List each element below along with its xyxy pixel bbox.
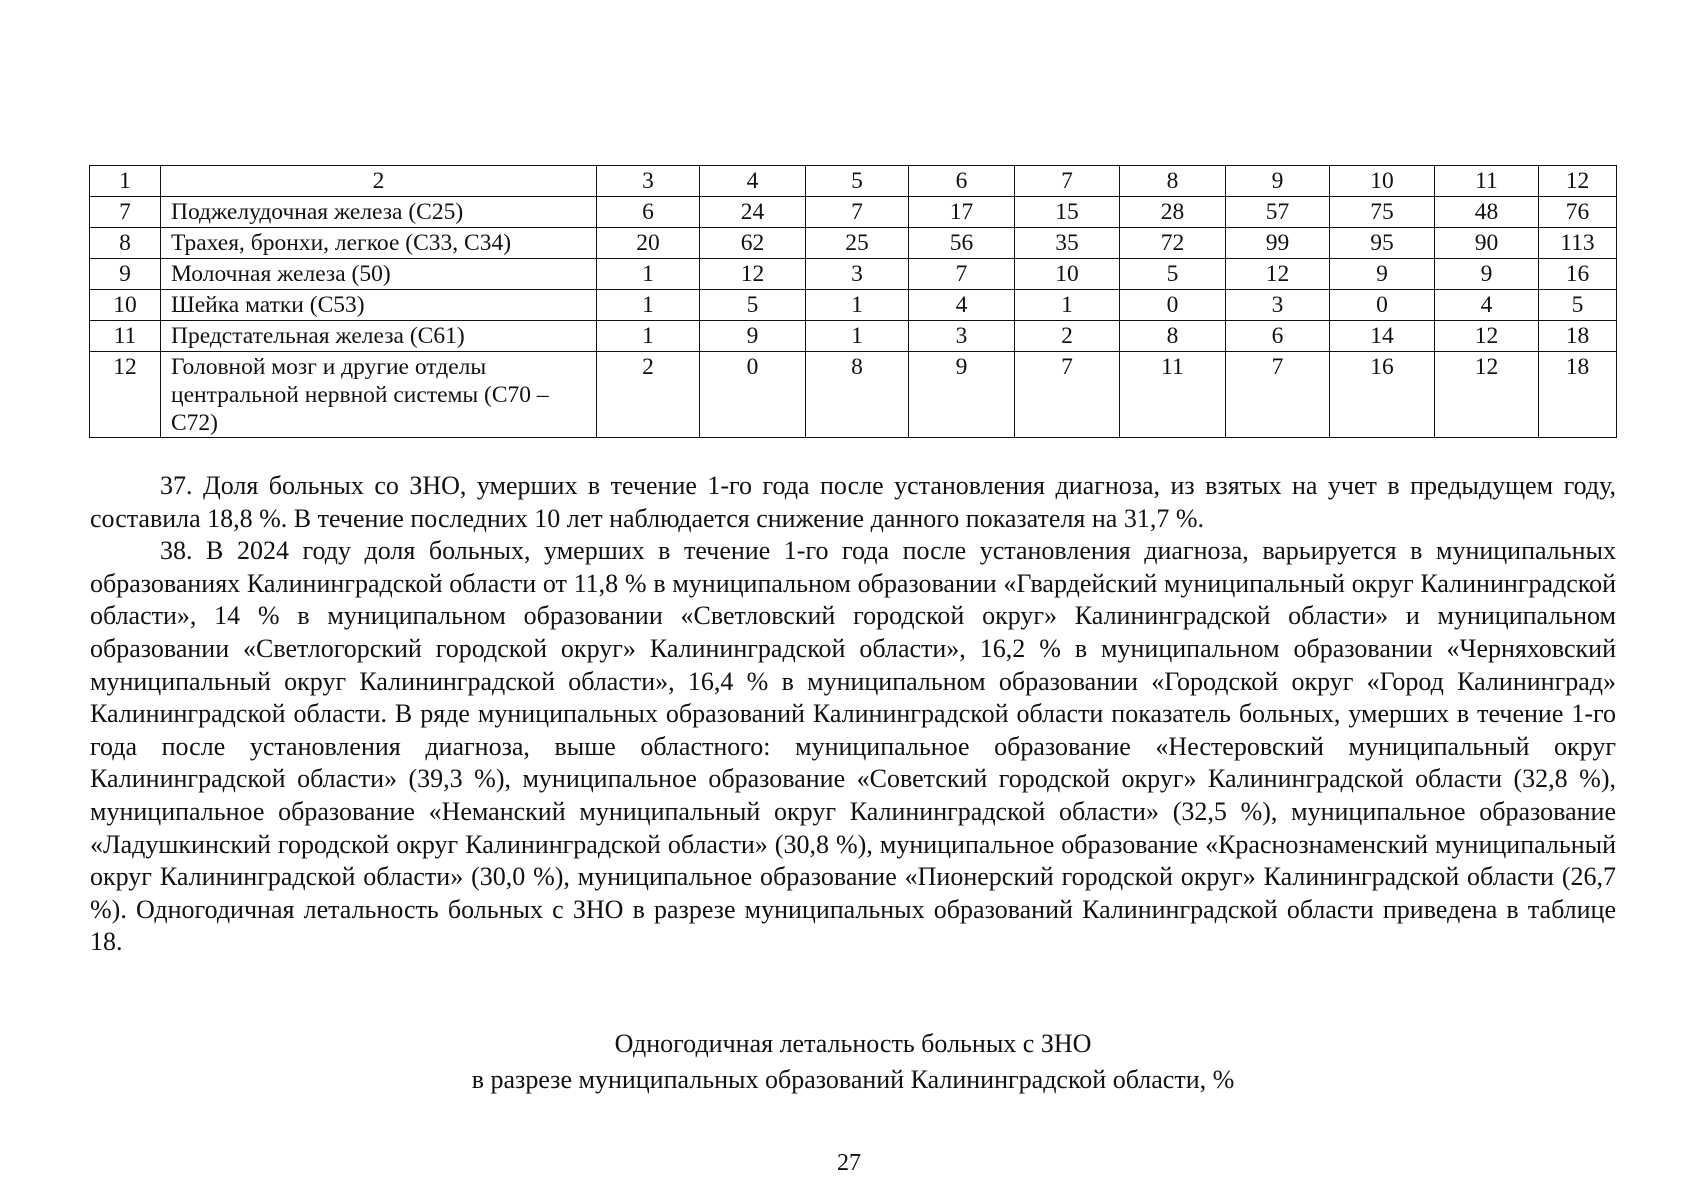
header-cell: 7 — [1015, 166, 1120, 197]
table-cell: 18 — [1539, 352, 1617, 438]
header-cell: 8 — [1120, 166, 1226, 197]
header-cell: 4 — [700, 166, 806, 197]
table-cell: 35 — [1015, 228, 1120, 259]
table-cell: 75 — [1330, 197, 1435, 228]
site-name: Молочная железа (50) — [161, 259, 597, 290]
header-cell: 12 — [1539, 166, 1617, 197]
table-cell: 5 — [700, 290, 806, 321]
table-cell: 90 — [1435, 228, 1539, 259]
header-cell: 2 — [161, 166, 597, 197]
table-cell: 4 — [909, 290, 1015, 321]
table-cell: 9 — [909, 352, 1015, 438]
table-cell: 8 — [1120, 321, 1226, 352]
table-cell: 12 — [1435, 352, 1539, 438]
table-cell: 0 — [700, 352, 806, 438]
table-cell: 8 — [806, 352, 909, 438]
table-cell: 0 — [1120, 290, 1226, 321]
table-cell: 9 — [1435, 259, 1539, 290]
table-cell: 2 — [1015, 321, 1120, 352]
table-header-row — [90, 166, 1617, 197]
header-cell: 5 — [806, 166, 909, 197]
table-cell: 1 — [1015, 290, 1120, 321]
table-cell: 4 — [1435, 290, 1539, 321]
table-cell: 3 — [1226, 290, 1330, 321]
table-row — [90, 352, 1617, 438]
table-cell: 5 — [1120, 259, 1226, 290]
table-cell: 9 — [1330, 259, 1435, 290]
site-name: Трахея, бронхи, легкое (С33, С34) — [161, 228, 597, 259]
table-cell: 18 — [1539, 321, 1617, 352]
table-cell: 10 — [1015, 259, 1120, 290]
table-row — [90, 321, 1617, 352]
table-cell: 9 — [700, 321, 806, 352]
table-cell: 15 — [1015, 197, 1120, 228]
table-cell: 3 — [806, 259, 909, 290]
page-number: 27 — [837, 1150, 861, 1176]
table-cell: 25 — [806, 228, 909, 259]
header-cell: 10 — [1330, 166, 1435, 197]
caption-line-2: в разрезе муниципальных образований Калининградской области, % — [471, 1065, 1235, 1094]
table-cell: 62 — [700, 228, 806, 259]
table-cell: 17 — [909, 197, 1015, 228]
table-row — [90, 197, 1617, 228]
table-cell: 7 — [1226, 352, 1330, 438]
site-name: Головной мозг и другие отделы центральной нервной системы (С70 – С72) — [161, 352, 597, 438]
header-cell: 11 — [1435, 166, 1539, 197]
table-cell: 1 — [806, 321, 909, 352]
table-cell: 57 — [1226, 197, 1330, 228]
table-cell: 12 — [1226, 259, 1330, 290]
row-number: 10 — [90, 290, 161, 321]
header-cell: 9 — [1226, 166, 1330, 197]
table-cell: 7 — [1015, 352, 1120, 438]
table-row — [90, 259, 1617, 290]
table-cell: 16 — [1330, 352, 1435, 438]
header-cell: 1 — [90, 166, 161, 197]
paragraph-37: 37. Доля больных со ЗНО, умерших в течение 1-го года после установления диагноза, из взятых на учет в предыдущем году, составила 18,8 %. В течение последних 10 лет наблюдается снижение данного показателя на 31,7 %. — [90, 471, 1616, 533]
row-number: 7 — [90, 197, 161, 228]
paragraph-38: 38. В 2024 году доля больных, умерших в течение 1-го года после установления диагноза, варьируется в муниципальных образованиях Калининградской области от 11,8 % в муниципальном образовании «Гвардейский муниципальный округ Калининградской области», 14 % в муниципальном образовании «Светловский городской округ» Калининградской области» и муниципальном образовании «Светлогорский городской округ» Калининградской области», 16,2 % в муниципальном образовании «Черняховский муниципальный округ Калининградской области», 16,4 % в муниципальном образовании «Городской округ «Город Калининград» Калининградской области. В ряде муниципальных образований Калининградской области показатель больных, умерших в течение 1-го года после установления диагноза, выше областного: муниципальное образование «Нестеровский муниципальный округ Калининградской области» (39,3 %), муниципальное образование «Советский городской округ» Калининградской области (32,8 %), муниципальное образование «Неманский муниципальный округ Калининградской области» (32,5 %), муниципальное образование «Ладушкинский городской округ Калининградской области» (30,8 %), муниципальное образование «Краснознаменский муниципальный округ Калининградской области» (30,0 %), муниципальное образование «Пионерский городской округ» Калининградской области (26,7 %). Одногодичная летальность больных с ЗНО в разрезе муниципальных образований Калининградской области приведена в таблице 18. — [90, 536, 1616, 957]
table-cell: 1 — [597, 259, 700, 290]
table-cell: 11 — [1120, 352, 1226, 438]
table-row — [90, 290, 1617, 321]
table-cell: 113 — [1539, 228, 1617, 259]
table-cell: 1 — [597, 290, 700, 321]
table-cell: 1 — [597, 321, 700, 352]
table-cell: 12 — [700, 259, 806, 290]
table-cell: 99 — [1226, 228, 1330, 259]
table-cell: 2 — [597, 352, 700, 438]
caption-line-1: Одногодичная летальность больных с ЗНО — [614, 1029, 1092, 1058]
row-number: 9 — [90, 259, 161, 290]
table-cell: 56 — [909, 228, 1015, 259]
table-cell: 16 — [1539, 259, 1617, 290]
table-row — [90, 228, 1617, 259]
table-cell: 48 — [1435, 197, 1539, 228]
header-cell: 3 — [597, 166, 700, 197]
site-name: Поджелудочная железа (С25) — [161, 197, 597, 228]
table-cell: 7 — [806, 197, 909, 228]
table-cell: 7 — [909, 259, 1015, 290]
table-cell: 1 — [806, 290, 909, 321]
table-cell: 72 — [1120, 228, 1226, 259]
body-text — [90, 470, 1616, 959]
row-number: 12 — [90, 352, 161, 438]
table-cell: 6 — [1226, 321, 1330, 352]
table-cell: 0 — [1330, 290, 1435, 321]
table-caption — [90, 1026, 1616, 1098]
table-cell: 20 — [597, 228, 700, 259]
row-number: 11 — [90, 321, 161, 352]
table-cell: 14 — [1330, 321, 1435, 352]
table-cell: 12 — [1435, 321, 1539, 352]
table-cell: 3 — [909, 321, 1015, 352]
table-cell: 24 — [700, 197, 806, 228]
row-number: 8 — [90, 228, 161, 259]
table-cell: 6 — [597, 197, 700, 228]
table-cell: 5 — [1539, 290, 1617, 321]
statistics-table — [89, 165, 1617, 438]
site-name: Шейка матки (С53) — [161, 290, 597, 321]
table-cell: 95 — [1330, 228, 1435, 259]
table-cell: 76 — [1539, 197, 1617, 228]
table-cell: 28 — [1120, 197, 1226, 228]
header-cell: 6 — [909, 166, 1015, 197]
site-name: Предстательная железа (С61) — [161, 321, 597, 352]
